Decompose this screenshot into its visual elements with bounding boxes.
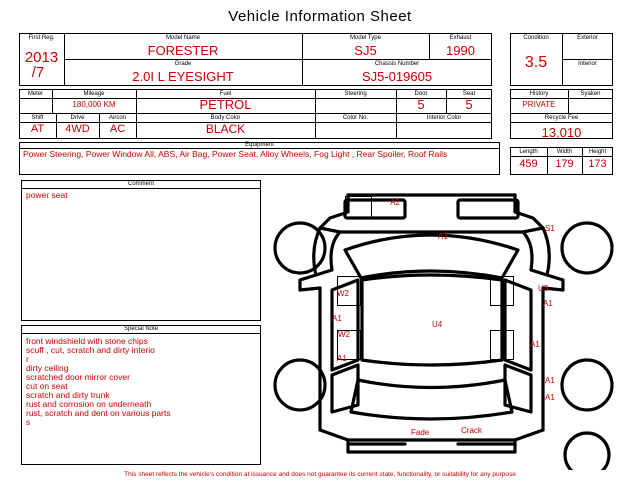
fuel-label: Fuel (219, 91, 232, 97)
special-note-line: s (26, 417, 31, 427)
special-note-line: scratch and dirty trunk (26, 390, 110, 400)
special-note-line: front windshield with stone chips (26, 336, 148, 346)
special-note-line: rust, scratch and dent on various parts (26, 408, 171, 418)
interior-label: Interior (578, 61, 597, 67)
comment-text (26, 191, 258, 200)
comment-box (21, 180, 261, 321)
model-name-label: Model Name (165, 35, 200, 41)
history-value: PRIVATE (522, 100, 556, 109)
interior-color-label: Interior Color (426, 115, 462, 121)
wheel-rear-right (562, 360, 612, 410)
width-value: 179 (555, 158, 574, 170)
mileage-value: 180,000 KM (72, 100, 116, 109)
exhaust-label: Exhaust (449, 35, 472, 41)
condition-value: 3.5 (524, 54, 548, 71)
steering-label: Steering (344, 91, 367, 97)
model-type-label: Model Type (350, 35, 381, 41)
length-value: 459 (519, 158, 538, 170)
special-note-line: scuff , cut, scratch and dirty interio (26, 345, 155, 355)
first-reg-year: 2013 (24, 49, 59, 66)
history-label: History (529, 91, 549, 97)
drive-label: Drive (70, 115, 85, 121)
first-reg-label: First Reg. (28, 35, 55, 41)
damage-mark: A1 (543, 299, 553, 308)
car-damage-diagram (270, 180, 620, 470)
condition-label: Condition (523, 35, 549, 41)
aircon-label: Aircon (108, 115, 126, 121)
special-note-line: r (26, 354, 29, 364)
seat-label: Seat (462, 91, 476, 97)
exterior-label: Exterior (577, 35, 598, 41)
syaken-label: Syaken (580, 91, 601, 97)
body-color-value: BLACK (205, 122, 246, 136)
height-value: 173 (588, 158, 607, 170)
damage-mark: Fade (411, 428, 430, 437)
model-type-value: SJ5 (354, 43, 377, 58)
disclaimer-footer: This sheet reflects the vehicle's condition at issuance and does not guarantee its current state, functionality, or suitability for any purpose (124, 471, 516, 478)
meter-label: Meter (27, 91, 44, 97)
damage-mark: U3 (538, 284, 549, 293)
door-value: 5 (417, 97, 425, 112)
damage-mark: W2 (338, 330, 350, 339)
damage-mark: U4 (432, 320, 443, 329)
recycle-fee-label: Recycle Fee (544, 115, 579, 121)
shift-value: AT (30, 123, 45, 135)
color-no-label: Color No. (342, 115, 369, 121)
damage-mark: Crack (461, 426, 482, 435)
damage-mark: A1 (530, 340, 540, 349)
damage-mark: A2 (390, 198, 400, 207)
damage-mark: S1 (545, 224, 555, 233)
first-reg-month: /7 (31, 64, 45, 81)
grade-label: Grade (174, 61, 192, 67)
wheel-rear-left (275, 360, 325, 410)
comment-line: power seat (26, 190, 68, 200)
chassis-number-label: Chassis Number (374, 61, 420, 67)
damage-mark: A1 (545, 393, 555, 402)
equipment-value: Power Steering, Power Window All, ABS, Air Bag, Power Seat, Alloy Wheels, Fog Light , Rear Spoiler, Roof Rails (23, 149, 448, 159)
spare-wheel (565, 433, 609, 470)
comment-label: Comment (127, 181, 154, 187)
special-note-line: cut on seat (26, 381, 68, 391)
special-note-line: rust and corrosion on underneath (26, 399, 152, 409)
body-color-label: Body Color (210, 115, 241, 121)
page-title: Vehicle Information Sheet (228, 8, 412, 25)
recycle-fee-value: 13,010 (541, 125, 582, 140)
chassis-number-value: SJ5-019605 (361, 69, 433, 84)
shift-label: Shift (31, 115, 44, 121)
special-note-label: Special Note (123, 326, 159, 332)
model-name-value: FORESTER (147, 43, 219, 58)
length-label: Length (519, 149, 538, 155)
seat-value: 5 (465, 97, 473, 112)
equipment-label: Equipment (245, 142, 274, 148)
grade-value: 2.0I L EYESIGHT (132, 69, 234, 84)
aircon-value: AC (109, 123, 126, 135)
damage-mark: A1 (438, 232, 448, 241)
special-note-line: scratched door mirror cover (26, 372, 130, 382)
damage-mark: A1 (337, 354, 347, 363)
special-note-text (26, 337, 258, 427)
drive-value: 4WD (65, 123, 90, 135)
damage-mark: A1 (332, 314, 342, 323)
door-label: Door (414, 91, 428, 97)
height-label: Height (588, 149, 607, 155)
width-label: Width (556, 149, 573, 155)
damage-mark: W2 (337, 289, 349, 298)
wheel-front-left (275, 223, 325, 273)
damage-mark: A1 (545, 376, 555, 385)
mileage-label: Mileage (83, 91, 105, 97)
wheel-front-right (562, 223, 612, 273)
exhaust-value: 1990 (446, 43, 475, 58)
fuel-value: PETROL (199, 97, 252, 112)
special-note-line: dirty ceiling (26, 363, 69, 373)
